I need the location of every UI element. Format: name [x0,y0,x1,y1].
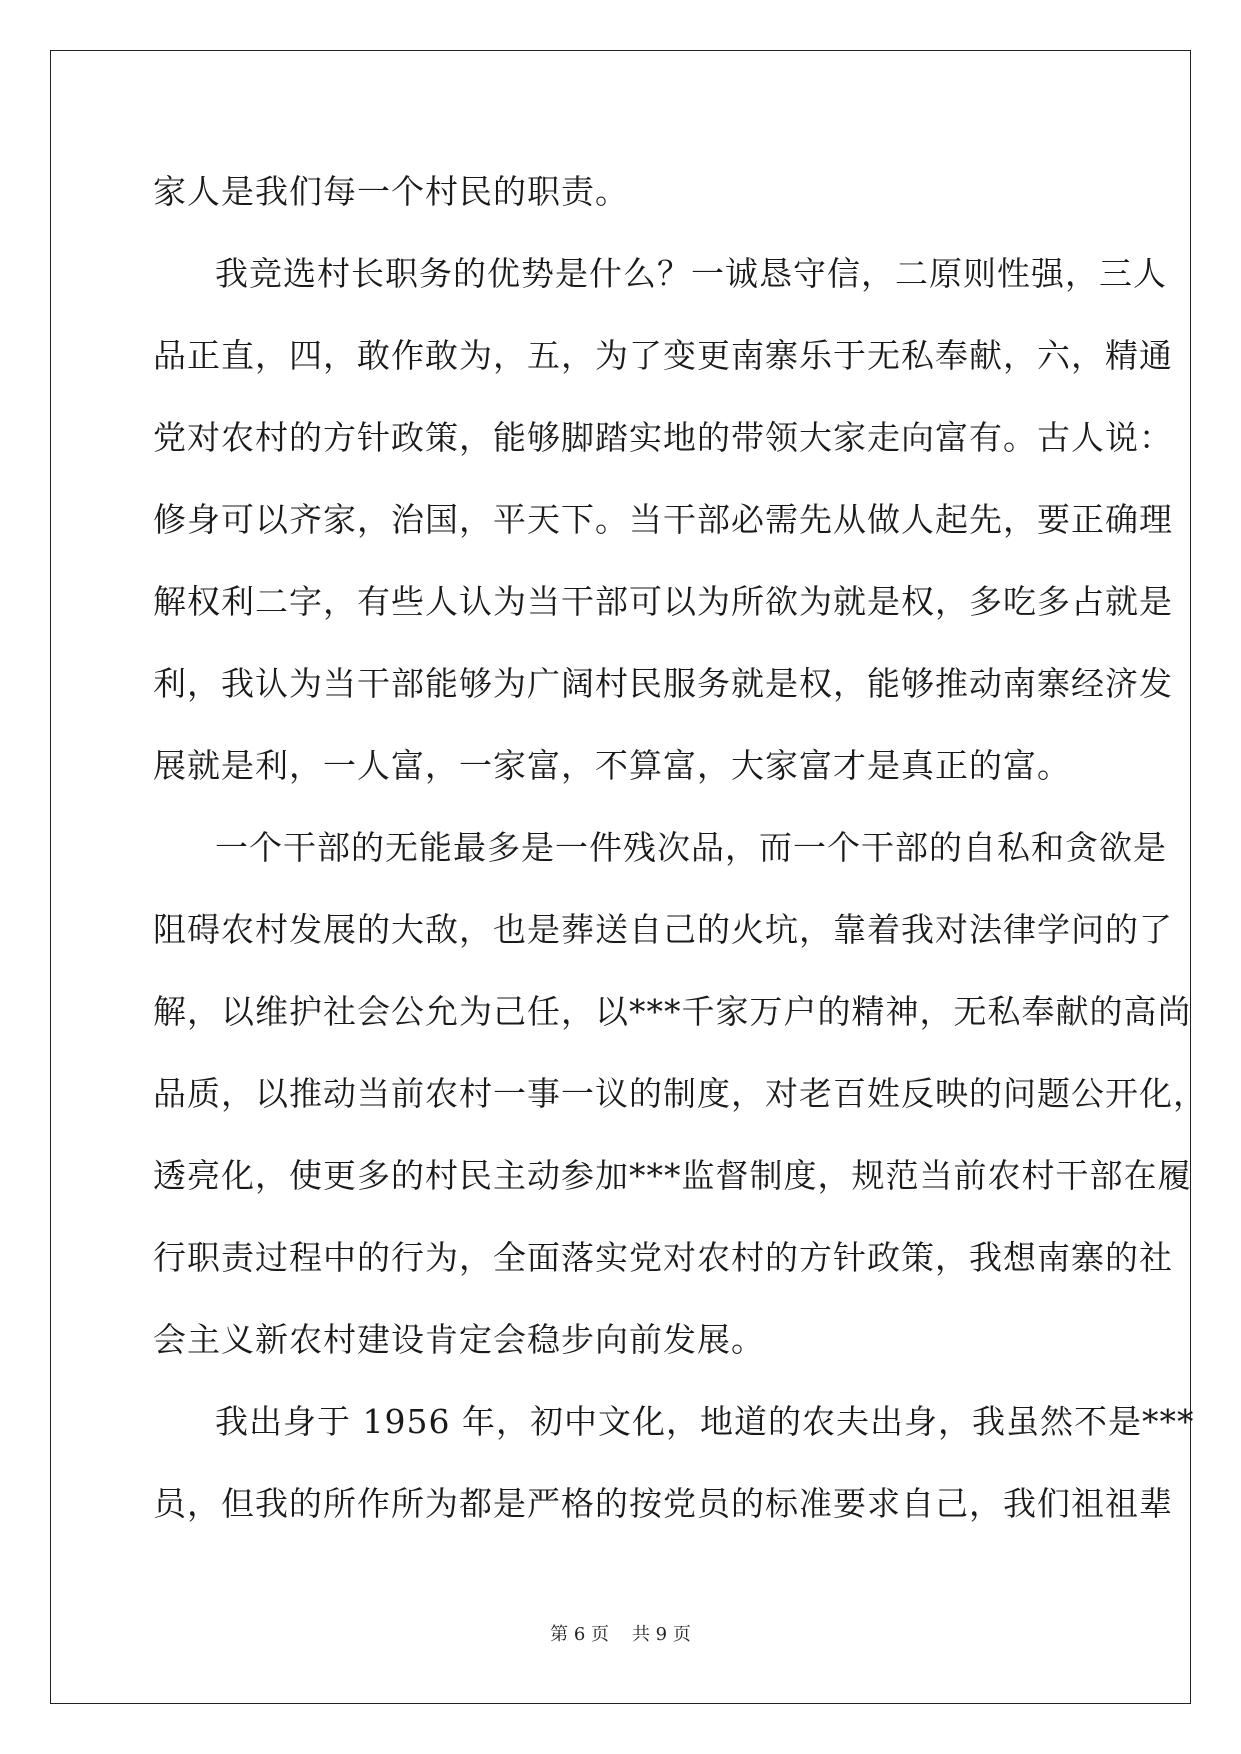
text-line: 家人是我们每一个村民的职责。 [153,172,629,211]
text-line: 员，但我的所作所为都是严格的按党员的标准要求自己，我们祖祖辈 [153,1484,1173,1523]
text-line: 阻碍农村发展的大敌，也是葬送自己的火坑，靠着我对法律学问的了 [153,910,1173,949]
text-line: 一个干部的无能最多是一件残次品，而一个干部的自私和贪欲是 [215,828,1167,867]
text-line: 党对农村的方针政策，能够脚踏实地的带领大家走向富有。古人说： [153,418,1173,457]
text-line: 行职责过程中的行为，全面落实党对农村的方针政策，我想南寨的社 [153,1238,1173,1277]
text-line: 透亮化，使更多的村民主动参加***监督制度，规范当前农村干部在履 [153,1156,1192,1195]
page-number: 第 6 页 共 9 页 [550,1624,691,1645]
text-line: 解，以维护社会公允为己任，以***千家万户的精神，无私奉献的高尚 [153,992,1192,1031]
document-body [153,162,1207,1556]
text-line: 会主义新农村建设肯定会稳步向前发展。 [153,1320,765,1359]
text-line: 利，我认为当干部能够为广阔村民服务就是权，能够推动南寨经济发 [153,664,1173,703]
text-line: 品正直，四，敢作敢为，五，为了变更南寨乐于无私奉献，六，精通 [153,336,1173,375]
text-line: 我竞选村长职务的优势是什么？一诚恳守信，二原则性强，三人 [215,254,1167,293]
text-line: 修身可以齐家，治国，平天下。当干部必需先从做人起先，要正确理 [153,500,1173,539]
text-line: 解权利二字，有些人认为当干部可以为所欲为就是权，多吃多占就是 [153,582,1173,621]
text-line: 我出身于 1956 年，初中文化，地道的农夫出身，我虽然不是*** [215,1402,1195,1441]
text-line: 品质，以推动当前农村一事一议的制度，对老百姓反映的问题公开化， [153,1074,1207,1113]
text-line: 展就是利，一人富，一家富，不算富，大家富才是真正的富。 [153,746,1071,785]
